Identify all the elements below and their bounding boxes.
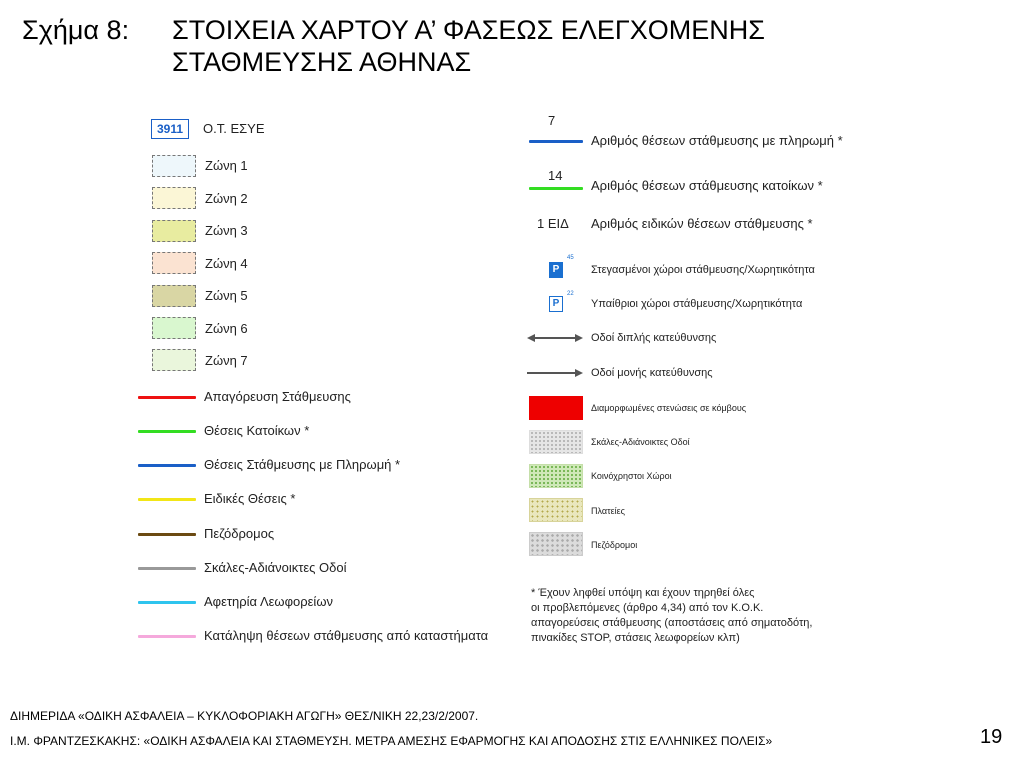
one-way-arrow-icon	[527, 367, 583, 379]
figure-title-line-1: ΣΤΟΙΧΕΙΑ ΧΑΡΤΟΥ Α’ ΦΑΣΕΩΣ ΕΛΕΓΧΟΜΕΝΗΣ	[172, 15, 765, 45]
covered-capacity-value: 45	[567, 255, 574, 261]
zone-1-label: Ζώνη 1	[205, 158, 248, 173]
bus-terminal-line	[138, 601, 196, 604]
zone-4-label: Ζώνη 4	[205, 256, 248, 271]
footnote-line: απαγορεύσεις στάθμευσης (αποστάσεις από σηματοδότη,	[531, 617, 813, 629]
figure-number: Σχήμα 8:	[22, 15, 130, 45]
stairs-area-label: Σκάλες-Αδιάνοικτες Οδοί	[591, 437, 690, 447]
residents-label: Θέσεις Κατοίκων *	[204, 423, 310, 438]
zone-3-label: Ζώνη 3	[205, 223, 248, 238]
zone-5-swatch	[152, 285, 196, 307]
special-count-label: Αριθμός ειδικών θέσεων στάθμευσης *	[591, 216, 813, 231]
no-parking-line	[138, 396, 196, 399]
footnote-line: πινακίδες STOP, στάσεις λεωφορείων κλπ)	[531, 632, 740, 644]
open-parking-icon: P	[549, 296, 563, 312]
special-spaces-label: Ειδικές Θέσεις *	[204, 491, 296, 506]
shop-occupancy-label: Κατάληψη θέσεων στάθμευσης από καταστήματα	[204, 628, 489, 643]
common-space-swatch	[529, 464, 583, 488]
stairs-area-swatch	[529, 430, 583, 454]
pedestrian-street-line	[138, 533, 196, 536]
one-way-label: Οδοί μονής κατεύθυνσης	[591, 367, 713, 379]
special-spaces-line	[138, 498, 196, 501]
common-space-label: Κοινόχρηστοι Χώροι	[591, 471, 672, 481]
two-way-label: Οδοί διπλής κατεύθυνσης	[591, 332, 717, 344]
no-parking-label: Απαγόρευση Στάθμευσης	[204, 389, 351, 404]
residents-count-line	[529, 187, 583, 190]
zone-6-swatch	[152, 317, 196, 339]
zone-5-label: Ζώνη 5	[205, 288, 248, 303]
paid-count-label: Αριθμός θέσεων στάθμευσης με πληρωμή *	[591, 133, 843, 148]
paid-count-line	[529, 140, 583, 143]
bus-terminal-label: Αφετηρία Λεωφορείων	[204, 594, 333, 609]
pedestrian-streets-swatch	[529, 532, 583, 556]
paid-parking-line	[138, 464, 196, 467]
block-code-badge: 3911	[151, 119, 189, 139]
zone-4-swatch	[152, 252, 196, 274]
zone-3-swatch	[152, 220, 196, 242]
junction-narrowing-label: Διαμορφωμένες στενώσεις σε κόμβους	[591, 403, 747, 413]
zone-7-swatch	[152, 349, 196, 371]
zone-7-label: Ζώνη 7	[205, 353, 248, 368]
special-count-number: 1 ΕΙΔ	[537, 216, 569, 231]
zone-6-label: Ζώνη 6	[205, 321, 248, 336]
stairs-unopened-line	[138, 567, 196, 570]
residents-count-label: Αριθμός θέσεων στάθμευσης κατοίκων *	[591, 178, 823, 193]
footnote-line: οι προβλεπόμενες (άρθρο 4,34) από τον Κ.Ο.Κ.	[531, 602, 764, 614]
pedestrian-streets-label: Πεζόδρομοι	[591, 540, 638, 550]
zone-1-swatch	[152, 155, 196, 177]
block-code-label: Ο.Τ. ΕΣΥΕ	[203, 121, 265, 136]
stairs-unopened-label: Σκάλες-Αδιάνοικτες Οδοί	[204, 560, 347, 575]
covered-parking-label: Στεγασμένοι χώροι στάθμευσης/Χωρητικότητα	[591, 264, 815, 276]
open-capacity-value: 22	[567, 291, 574, 297]
page-number: 19	[980, 726, 1003, 748]
open-parking-label: Υπαίθριοι χώροι στάθμευσης/Χωρητικότητα	[591, 298, 803, 310]
covered-parking-icon: P	[549, 262, 563, 278]
junction-narrowing-swatch	[529, 396, 583, 420]
footer-line-1: ΔΙΗΜΕΡΙΔΑ «ΟΔΙΚΗ ΑΣΦΑΛΕΙΑ – ΚΥΚΛΟΦΟΡΙΑΚΗ ΑΓΩΓΗ» ΘΕΣ/ΝΙΚΗ 22,23/2/2007.	[10, 709, 479, 723]
residents-line	[138, 430, 196, 433]
footnote-line: * Έχουν ληφθεί υπόψη και έχουν τηρηθεί όλες	[531, 587, 755, 599]
shop-occupancy-line	[138, 635, 196, 638]
zone-2-label: Ζώνη 2	[205, 191, 248, 206]
paid-parking-label: Θέσεις Στάθμευσης με Πληρωμή *	[204, 457, 401, 472]
squares-swatch	[529, 498, 583, 522]
squares-label: Πλατείες	[591, 506, 625, 516]
residents-count-number: 14	[548, 168, 563, 183]
pedestrian-street-label: Πεζόδρομος	[204, 526, 275, 541]
two-way-arrow-icon	[527, 332, 583, 344]
paid-count-number: 7	[548, 113, 556, 128]
zone-2-swatch	[152, 187, 196, 209]
footnote	[531, 586, 812, 646]
footer-line-2: Ι.Μ. ΦΡΑΝΤΖΕΣΚΑΚΗΣ: «ΟΔΙΚΗ ΑΣΦΑΛΕΙΑ ΚΑΙ ΣΤΑΘΜΕΥΣΗ. ΜΕΤΡΑ ΑΜΕΣΗΣ ΕΦΑΡΜΟΓΗΣ ΚΑΙ ΑΠΟΔΟΣΗΣ ΣΤΙΣ ΕΛΛΗΝΙΚΕΣ ΠΟΛΕΙΣ»	[10, 734, 773, 748]
figure-title-line-2: ΣΤΑΘΜΕΥΣΗΣ ΑΘΗΝΑΣ	[172, 47, 472, 77]
